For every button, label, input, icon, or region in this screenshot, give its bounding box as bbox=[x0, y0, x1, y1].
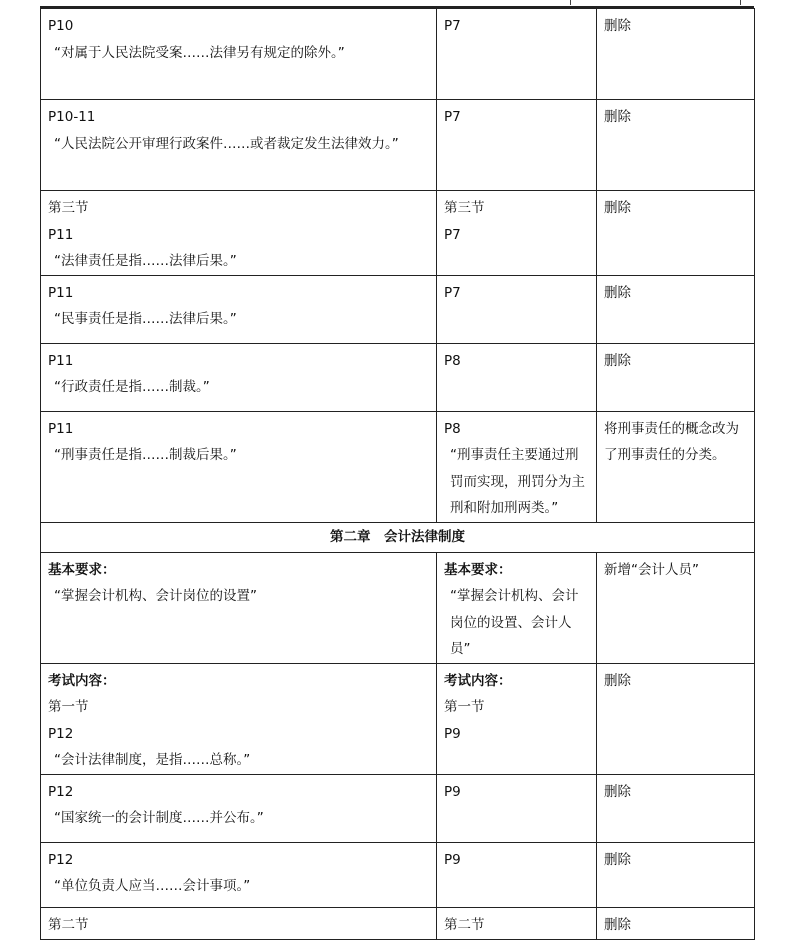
new-text-cell bbox=[437, 100, 597, 191]
page-ref: P7 bbox=[444, 109, 461, 125]
change-note: 删除 bbox=[604, 783, 631, 800]
new-text-cell bbox=[437, 275, 597, 343]
quoted-text: “掌握会计机构、会计岗位的设置、会计人员” bbox=[450, 588, 579, 657]
page-ref: P9 bbox=[444, 783, 461, 800]
content-heading: 考试内容： bbox=[48, 672, 116, 689]
change-note: 删除 bbox=[604, 109, 631, 125]
table-row bbox=[41, 9, 755, 100]
change-note: 删除 bbox=[604, 672, 631, 689]
page-ref: P11 bbox=[48, 226, 74, 243]
change-note: 删除 bbox=[604, 284, 631, 301]
quoted-text: “刑事责任主要通过刑罚而实现，刑罚分为主刑和附加刑两类。” bbox=[450, 447, 585, 516]
change-note-cell bbox=[597, 774, 755, 842]
section-heading: 第一节 bbox=[48, 699, 89, 715]
chapter-row bbox=[41, 522, 755, 552]
change-note: 新增“会计人员” bbox=[604, 561, 699, 578]
old-text-cell bbox=[41, 411, 437, 522]
chapter-title: 第二章 会计法律制度 bbox=[41, 522, 755, 552]
header-tick bbox=[740, 0, 741, 5]
new-text-cell bbox=[437, 191, 597, 276]
quoted-text: “民事责任是指……法律后果。” bbox=[54, 311, 237, 327]
change-note: 删除 bbox=[604, 352, 631, 369]
change-note: 删除 bbox=[604, 18, 631, 34]
table-row bbox=[41, 842, 755, 907]
page-ref: P10 bbox=[48, 18, 74, 34]
new-text-cell bbox=[437, 552, 597, 663]
old-text-cell bbox=[41, 663, 437, 774]
change-note-cell bbox=[597, 275, 755, 343]
section-heading: 第一节 bbox=[444, 699, 485, 715]
quoted-text: “法律责任是指……法律后果。” bbox=[54, 253, 237, 269]
page-ref: P10-11 bbox=[48, 109, 96, 125]
change-note-cell bbox=[597, 663, 755, 774]
new-text-cell bbox=[437, 411, 597, 522]
page-ref: P7 bbox=[444, 18, 461, 34]
new-text-cell bbox=[437, 663, 597, 774]
old-text-cell bbox=[41, 9, 437, 100]
new-text-cell bbox=[437, 343, 597, 411]
table-row bbox=[41, 411, 755, 522]
table-row bbox=[41, 774, 755, 842]
comparison-table bbox=[40, 8, 755, 940]
change-note-cell bbox=[597, 100, 755, 191]
table-row bbox=[41, 552, 755, 663]
old-text-cell bbox=[41, 100, 437, 191]
table-row bbox=[41, 191, 755, 276]
quoted-text: “会计法律制度，是指……总称。” bbox=[54, 752, 251, 768]
section-heading: 第二节 bbox=[48, 916, 89, 933]
change-note: 删除 bbox=[604, 851, 631, 868]
quoted-text: “刑事责任是指……制裁后果。” bbox=[54, 447, 237, 463]
page-ref: P8 bbox=[444, 352, 461, 369]
quoted-text: “行政责任是指……制裁。” bbox=[54, 379, 210, 395]
page-ref: P9 bbox=[444, 725, 461, 742]
change-note: 删除 bbox=[604, 200, 631, 216]
page-ref: P12 bbox=[48, 851, 74, 868]
change-note-cell bbox=[597, 842, 755, 907]
page-ref: P12 bbox=[48, 783, 74, 800]
quoted-text: “掌握会计机构、会计岗位的设置” bbox=[54, 588, 257, 604]
page-ref: P11 bbox=[48, 352, 74, 369]
page-ref: P7 bbox=[444, 226, 461, 243]
header-rule bbox=[40, 0, 754, 8]
quoted-text: “国家统一的会计制度……并公布。” bbox=[54, 810, 264, 826]
requirements-heading: 基本要求： bbox=[444, 561, 512, 578]
table-row bbox=[41, 343, 755, 411]
quoted-text: “对属于人民法院受案……法律另有规定的除外。” bbox=[54, 44, 345, 61]
header-tick bbox=[570, 0, 571, 5]
new-text-cell bbox=[437, 9, 597, 100]
table-row bbox=[41, 100, 755, 191]
page-ref: P12 bbox=[48, 725, 74, 742]
change-note-cell bbox=[597, 552, 755, 663]
old-text-cell bbox=[41, 275, 437, 343]
section-heading: 第三节 bbox=[48, 200, 89, 216]
old-text-cell bbox=[41, 552, 437, 663]
requirements-heading: 基本要求： bbox=[48, 561, 116, 578]
change-note: 将刑事责任的概念改为了刑事责任的分类。 bbox=[604, 420, 739, 463]
new-text-cell bbox=[437, 774, 597, 842]
old-text-cell bbox=[41, 907, 437, 939]
section-heading: 第三节 bbox=[444, 200, 485, 216]
content-heading: 考试内容： bbox=[444, 672, 512, 689]
change-note-cell bbox=[597, 343, 755, 411]
section-heading: 第二节 bbox=[444, 916, 485, 933]
table-row bbox=[41, 663, 755, 774]
change-note-cell bbox=[597, 9, 755, 100]
change-note: 删除 bbox=[604, 916, 631, 933]
new-text-cell bbox=[437, 907, 597, 939]
change-note-cell bbox=[597, 907, 755, 939]
old-text-cell bbox=[41, 842, 437, 907]
change-note-cell bbox=[597, 191, 755, 276]
table-row bbox=[41, 907, 755, 939]
quoted-text: “单位负责人应当……会计事项。” bbox=[54, 878, 251, 894]
quoted-text: “人民法院公开审理行政案件……或者裁定发生法律效力。” bbox=[54, 135, 399, 152]
page-ref: P9 bbox=[444, 851, 461, 868]
page-ref: P11 bbox=[48, 284, 74, 301]
page-ref: P11 bbox=[48, 420, 74, 437]
table-row bbox=[41, 275, 755, 343]
change-note-cell bbox=[597, 411, 755, 522]
new-text-cell bbox=[437, 842, 597, 907]
page-ref: P8 bbox=[444, 420, 461, 437]
old-text-cell bbox=[41, 191, 437, 276]
page-ref: P7 bbox=[444, 284, 461, 301]
old-text-cell bbox=[41, 774, 437, 842]
old-text-cell bbox=[41, 343, 437, 411]
